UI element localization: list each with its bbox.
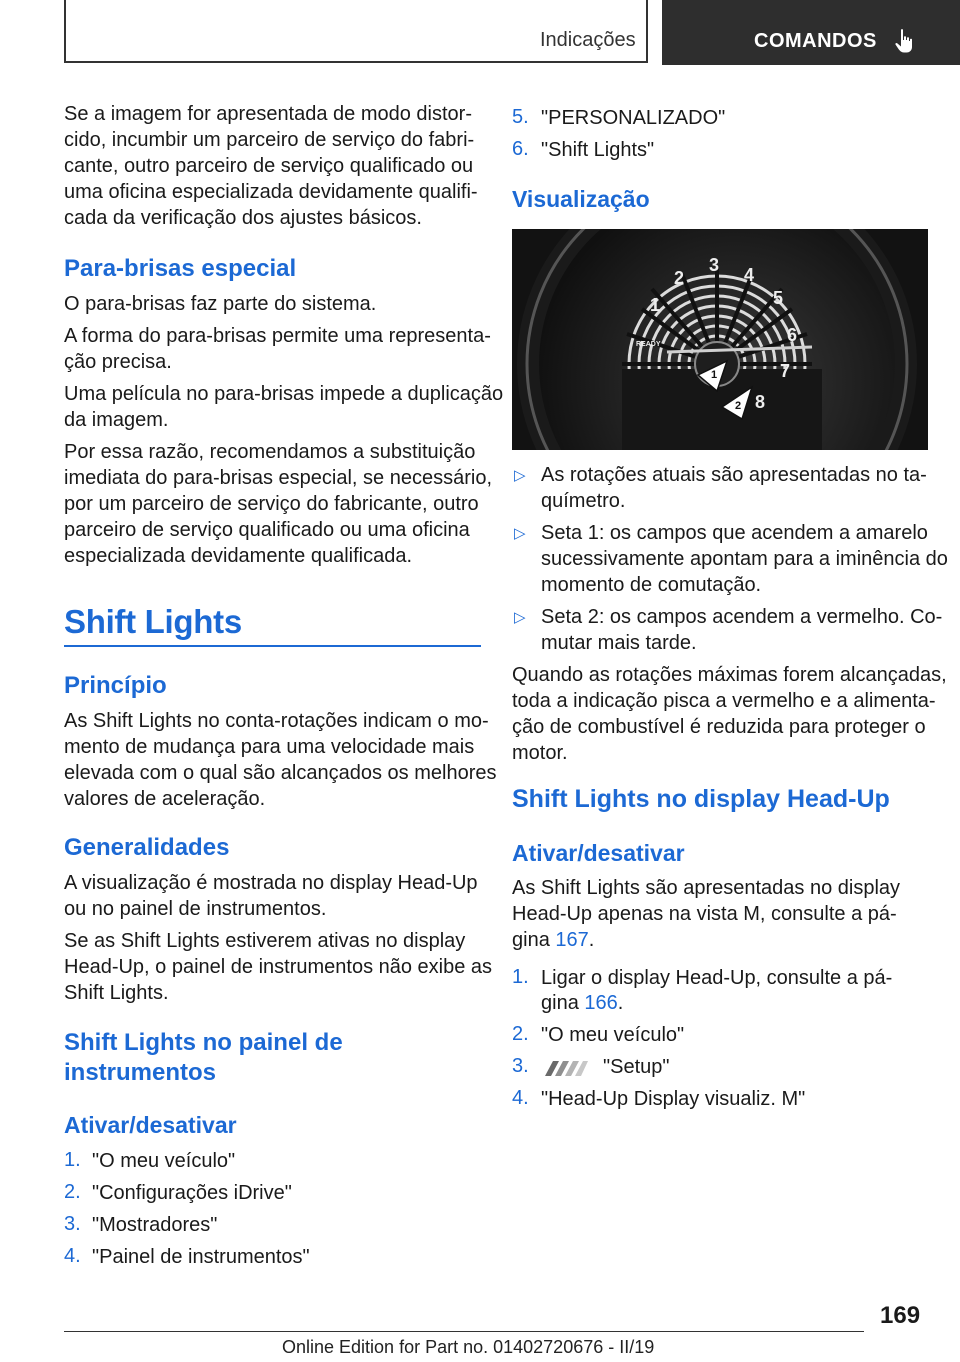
bullet-triangle-icon: ▷ bbox=[514, 525, 526, 542]
footer-rule bbox=[64, 1331, 864, 1332]
text-line: especializada devidamente qualificada. bbox=[64, 545, 413, 567]
hud-heading: Shift Lights no display Head-Up bbox=[512, 785, 890, 813]
ready-label: READY bbox=[636, 341, 661, 348]
text-line: Uma película no para-brisas impede a duplicação bbox=[64, 383, 504, 405]
gauge-number: 2 bbox=[674, 268, 685, 288]
gauge-number: 1 bbox=[650, 295, 661, 315]
bullet-text: Seta 1: os campos que acendem a amarelo bbox=[541, 522, 928, 544]
tachometer-graphic bbox=[512, 229, 928, 450]
svg-text:2: 2 bbox=[735, 400, 742, 412]
text-line: toda a indicação pisca a vermelho e a alimenta- bbox=[512, 690, 936, 712]
text-fragment: . bbox=[588, 929, 595, 951]
text-line: uma oficina especializada devidamente qualifi- bbox=[64, 181, 478, 203]
bullet-text: momento de comutação. bbox=[541, 574, 762, 596]
step-number: 6. bbox=[512, 138, 529, 160]
step-number: 3. bbox=[512, 1055, 529, 1077]
shift-lights-heading: Shift Lights bbox=[64, 603, 242, 640]
general-heading: Generalidades bbox=[64, 834, 230, 861]
text-line: cante, outro parceiro de serviço qualificado ou bbox=[64, 155, 474, 177]
step-text: "Head-Up Display visualiz. M" bbox=[541, 1088, 806, 1110]
edition-text: Online Edition for Part no. 01402720676 - II/19 bbox=[282, 1337, 655, 1357]
display-heading: Visualização bbox=[512, 186, 650, 212]
step-number: 1. bbox=[64, 1149, 81, 1171]
bullet-text: mutar mais tarde. bbox=[541, 632, 697, 654]
text-line bbox=[512, 928, 594, 954]
page-number: 169 bbox=[880, 1302, 921, 1329]
activate-heading: Ativar/desativar bbox=[64, 1112, 237, 1138]
step-text: "PERSONALIZADO" bbox=[541, 107, 726, 129]
step-number: 3. bbox=[64, 1213, 81, 1235]
text-line: Por essa razão, recomendamos a substituição bbox=[64, 441, 476, 463]
text-line: elevada com o qual são alcançados os melhores bbox=[64, 762, 497, 784]
step-text: "O meu veículo" bbox=[92, 1150, 236, 1172]
text-line: cido, incumbir um parceiro de serviço do fabri- bbox=[64, 129, 475, 151]
chapter-tab[interactable] bbox=[662, 0, 960, 65]
gauge-number: 4 bbox=[744, 265, 755, 285]
bullet-triangle-icon: ▷ bbox=[514, 609, 526, 626]
text-line: mento de mudança para uma velocidade mais bbox=[64, 736, 475, 758]
step-text: Ligar o display Head-Up, consulte a pá- bbox=[541, 967, 893, 989]
step-number: 5. bbox=[512, 106, 529, 128]
text-line: parceiro de serviço qualificado ou uma oficina bbox=[64, 519, 470, 541]
windshield-heading: Para-brisas especial bbox=[64, 255, 297, 282]
step-number: 4. bbox=[512, 1087, 529, 1109]
text-fragment: gina bbox=[541, 992, 585, 1014]
step-text: "Shift Lights" bbox=[541, 139, 655, 161]
bullet-text: sucessivamente apontam para a iminência do bbox=[541, 548, 948, 570]
heading-rule bbox=[64, 645, 481, 647]
step-number: 4. bbox=[64, 1245, 81, 1267]
text-line: ção precisa. bbox=[64, 351, 172, 373]
gauge-number: 8 bbox=[755, 392, 766, 412]
text-line: Head-Up, o painel de instrumentos não exibe as bbox=[64, 956, 493, 978]
text-line: valores de aceleração. bbox=[64, 788, 266, 810]
page-link[interactable]: 167 bbox=[555, 929, 589, 951]
windshield-text: O para-brisas faz parte do sistema. bbox=[64, 293, 377, 315]
bullet-text: químetro. bbox=[541, 490, 626, 512]
chapter-label: COMANDOS bbox=[754, 30, 877, 52]
gauge-number: 7 bbox=[780, 361, 791, 381]
bullet-triangle-icon: ▷ bbox=[514, 467, 526, 484]
hud-activate-heading: Ativar/desativar bbox=[512, 840, 685, 866]
text-line: Quando as rotações máximas forem alcançadas, bbox=[512, 664, 947, 686]
text-fragment: "Setup" bbox=[603, 1056, 670, 1078]
m-stripes-icon bbox=[541, 1059, 589, 1077]
principle-heading: Princípio bbox=[64, 672, 167, 699]
panel-heading-line1: Shift Lights no painel de bbox=[64, 1029, 343, 1056]
text-line: motor. bbox=[512, 742, 568, 764]
gauge-number: 5 bbox=[773, 288, 784, 308]
hand-pointer-icon bbox=[894, 28, 918, 54]
page-link[interactable]: 166 bbox=[584, 992, 618, 1014]
text-line: As Shift Lights são apresentadas no display bbox=[512, 877, 901, 899]
text-line: A visualização é mostrada no display Head-Up bbox=[64, 872, 478, 894]
step-text: "Configurações iDrive" bbox=[92, 1182, 292, 1204]
text-line: por um parceiro de serviço do fabricante, outro bbox=[64, 493, 479, 515]
text-line: cada da verificação dos ajustes básicos. bbox=[64, 207, 422, 229]
svg-text:1: 1 bbox=[711, 369, 718, 381]
gauge-number: 3 bbox=[709, 255, 720, 275]
tachometer-image bbox=[512, 229, 928, 450]
gauge-number: 6 bbox=[787, 325, 798, 345]
step-text: "Painel de instrumentos" bbox=[92, 1246, 310, 1268]
step-text bbox=[541, 1055, 669, 1081]
step-number: 1. bbox=[512, 966, 529, 988]
text-line: imediata do para-brisas especial, se necessário, bbox=[64, 467, 492, 489]
step-text: "Mostradores" bbox=[92, 1214, 218, 1236]
text-line: ção de combustível é reduzida para proteger o bbox=[512, 716, 926, 738]
bullet-text: Seta 2: os campos acendem a vermelho. Co- bbox=[541, 606, 943, 628]
text-line: Se as Shift Lights estiverem ativas no display bbox=[64, 930, 466, 952]
text-line: Se a imagem for apresentada de modo distor- bbox=[64, 103, 472, 125]
bullet-text: As rotações atuais são apresentadas no ta- bbox=[541, 464, 927, 486]
text-line: Shift Lights. bbox=[64, 982, 169, 1004]
text-fragment: . bbox=[617, 992, 624, 1014]
text-line: A forma do para-brisas permite uma representa- bbox=[64, 325, 491, 347]
step-number: 2. bbox=[64, 1181, 81, 1203]
text-line: Head-Up apenas na vista M, consulte a pá- bbox=[512, 903, 897, 925]
text-line: da imagem. bbox=[64, 409, 169, 431]
step-text: "O meu veículo" bbox=[541, 1024, 685, 1046]
panel-heading-line2: instrumentos bbox=[64, 1059, 217, 1086]
step-number: 2. bbox=[512, 1023, 529, 1045]
step-text bbox=[541, 991, 623, 1017]
text-fragment: gina bbox=[512, 929, 556, 951]
text-line: ou no painel de instrumentos. bbox=[64, 898, 327, 920]
section-title: Indicações bbox=[540, 29, 636, 51]
text-line: As Shift Lights no conta-rotações indicam o mo- bbox=[64, 710, 489, 732]
